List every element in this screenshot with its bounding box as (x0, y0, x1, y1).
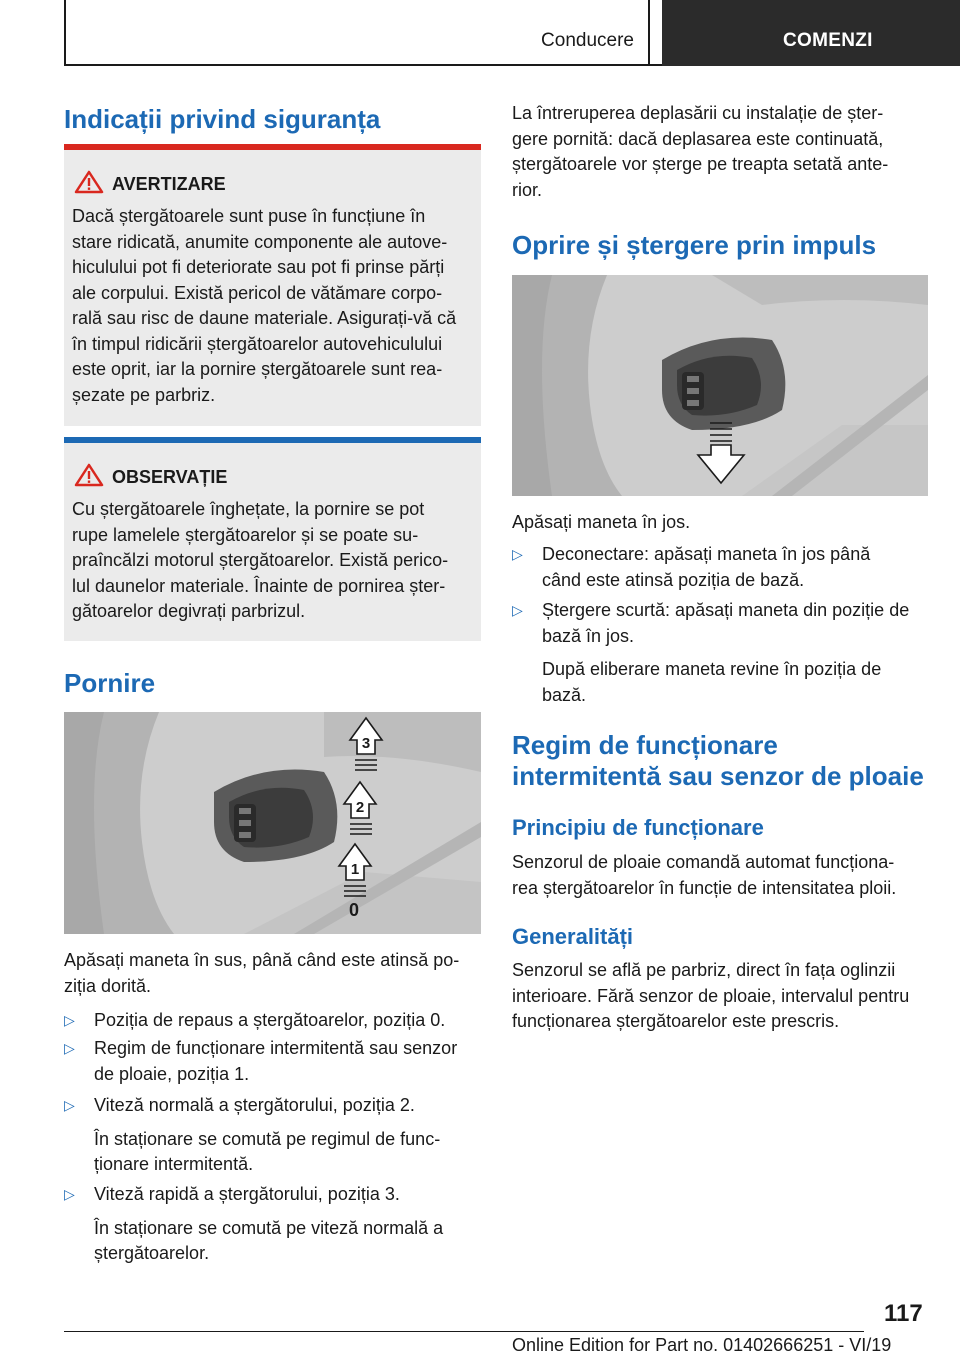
fig-label-1: 1 (350, 861, 360, 878)
subheading-principle: Principiu de funcționare (512, 815, 764, 840)
edition-text: Online Edition for Part no. 01402666251 - VI/19 (512, 1335, 892, 1355)
fig-label-0: 0 (348, 900, 360, 920)
tab-conducere-label: Conducere (541, 30, 634, 51)
warning-triangle-icon (74, 170, 104, 194)
heading-interval: Regim de funcționare intermitentă sau senzor de ploaie (512, 730, 924, 791)
heading-safety: Indicații privind siguranța (64, 104, 381, 134)
bullet-triangle-icon: ▷ (64, 1040, 75, 1056)
bullet-triangle-icon: ▷ (512, 546, 523, 562)
wiper-lever-down-figure (512, 275, 928, 496)
principle-text: Senzorul de ploaie comandă automat funcționa- rea ștergătoarelor în funcție de intensitatea ploii. (512, 852, 897, 898)
tab-comenzi-label: COMENZI (783, 30, 873, 51)
notice-bar (64, 437, 481, 443)
notice-text: Cu ștergătoarele înghețate, la pornire se pot rupe lamelele ștergătoarelor și se poate su- praîncălzi motorul ștergătoarelor. Există perico- lul daunelor materiale. Înainte de pornirea șter- gătoarelor degivrați parbrizul. (72, 499, 449, 621)
bullet-triangle-icon: ▷ (64, 1012, 75, 1028)
bullet-triangle-icon: ▷ (512, 602, 523, 618)
warning-box (64, 144, 481, 426)
heading-impulse: Oprire și ștergere prin impuls (512, 230, 877, 260)
wiper-lever-illustration (64, 712, 481, 934)
start-intro: Apăsați maneta în sus, până când este atinsă po- ziția dorită. (64, 950, 460, 996)
notice-triangle-icon (74, 463, 104, 487)
general-text: Senzorul se află pe parbriz, direct în fața oglinzii interioare. Fără senzor de ploaie, intervalul pentru funcționarea ștergătoarelor este prescris. (512, 960, 910, 1031)
fig-label-3: 3 (361, 735, 371, 752)
bullet-triangle-icon: ▷ (64, 1097, 75, 1113)
warning-bar (64, 144, 481, 150)
warning-text: Dacă ștergătoarele sunt puse în funcțiune în stare ridicată, anumite componente ale autove- hiculului pot fi deteriorate sau pot fi prinse părți ale corpului. Există pericol de vătămare corpo- rală sau risc de daune materiale. Asigurați-vă că în timpul ridicării ștergătoarelor autovehiculului este oprit, iar la pornire ștergătoarele sunt rea- șezate pe parbriz. (72, 206, 457, 405)
footer-rule (64, 1331, 864, 1332)
warning-title: AVERTIZARE (112, 174, 226, 194)
notice-box (64, 437, 481, 641)
impulse-intro: Apăsați maneta în jos. (512, 512, 691, 532)
continued-text: La întreruperea deplasării cu instalație de șter- gere pornită: dacă deplasarea este continuată, ștergătoarele vor șterge pe treapta setată ante- rior. (512, 103, 889, 200)
heading-start: Pornire (64, 668, 156, 698)
bullet-triangle-icon: ▷ (64, 1186, 75, 1202)
wiper-lever-up-figure (64, 712, 481, 934)
subheading-general: Generalități (512, 924, 634, 949)
page-number: 117 (884, 1300, 923, 1327)
tab-comenzi[interactable] (662, 0, 960, 66)
wiper-lever-down-illustration (512, 275, 928, 496)
fig-label-2: 2 (355, 799, 365, 816)
tab-conducere[interactable] (64, 0, 650, 66)
notice-title: OBSERVAȚIE (112, 467, 228, 487)
